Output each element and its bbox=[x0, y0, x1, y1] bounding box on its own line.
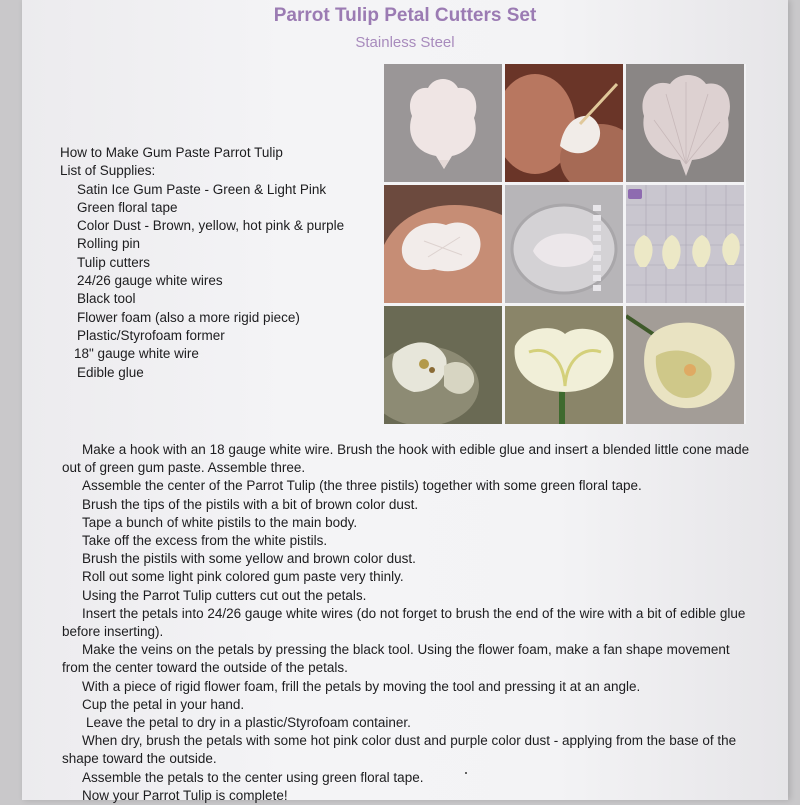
photo-petal-cutout bbox=[384, 64, 502, 182]
photo-petals-on-mat bbox=[626, 185, 744, 303]
instruction-sheet bbox=[22, 0, 788, 803]
step-text: Roll out some light pink colored gum paste very thinly. bbox=[82, 569, 404, 585]
supplies-section bbox=[60, 144, 390, 382]
supply-item: Rolling pin bbox=[77, 236, 141, 252]
step-text: Insert the petals into 24/26 gauge white wires (do not forget to brush the end of the wire with a bit of edible glue before inserting). bbox=[62, 605, 746, 640]
step-text: Assemble the petals to the center using green floral tape. bbox=[82, 769, 424, 785]
supply-item: Tulip cutters bbox=[77, 254, 151, 270]
step-text: Tape a bunch of white pistils to the main body. bbox=[82, 514, 358, 530]
supply-item: Plastic/Styrofoam former bbox=[77, 327, 225, 343]
step-text: Assemble the center of the Parrot Tulip (the three pistils) together with some green floral tape. bbox=[82, 478, 642, 494]
step-text: When dry, brush the petals with some hot pink color dust and purple color dust - applying from the base of the shape toward the outside. bbox=[62, 733, 737, 767]
photo-grid bbox=[384, 64, 746, 424]
supply-item: 18" gauge white wire bbox=[74, 346, 199, 362]
step-text: Make a hook with an 18 gauge white wire. Brush the hook with edible glue and insert a blended little cone made out of green gum paste. Assemble three. bbox=[62, 442, 750, 476]
photo-tulip-dusted bbox=[626, 306, 744, 424]
page-subtitle: Stainless Steel bbox=[355, 34, 455, 51]
step-text: Leave the petal to dry in a plastic/Styrofoam container. bbox=[86, 715, 411, 731]
step-text: Brush the pistils with some yellow and brown color dust. bbox=[82, 551, 416, 567]
supply-item: Color Dust - Brown, yellow, hot pink & purple bbox=[77, 218, 345, 234]
supplies-heading: How to Make Gum Paste Parrot Tulip bbox=[60, 145, 283, 160]
supply-item: Black tool bbox=[77, 291, 136, 307]
step-text: Brush the tips of the pistils with a bit of brown color dust. bbox=[82, 496, 419, 512]
step-text: With a piece of rigid flower foam, frill the petals by moving the tool and pressing it at an angle. bbox=[82, 678, 641, 694]
photo-petal-in-hand bbox=[384, 185, 502, 303]
supplies-list-title: List of Supplies: bbox=[60, 163, 156, 179]
photo-flower-center bbox=[384, 306, 502, 424]
photo-veined-petal bbox=[626, 64, 744, 182]
supply-item: 24/26 gauge white wires bbox=[77, 273, 223, 289]
instructions-section bbox=[62, 441, 752, 805]
step-text: Using the Parrot Tulip cutters cut out the petals. bbox=[82, 587, 367, 603]
step-text: Take off the excess from the white pistils. bbox=[82, 533, 328, 549]
stray-dot bbox=[465, 772, 467, 774]
page-title: Parrot Tulip Petal Cutters Set bbox=[273, 5, 537, 26]
supply-item: Edible glue bbox=[77, 364, 144, 380]
photo-white-tulip bbox=[505, 306, 623, 424]
step-text: Cup the petal in your hand. bbox=[82, 696, 245, 712]
photo-petal-in-former bbox=[505, 185, 623, 303]
step-text: Make the veins on the petals by pressing the black tool. Using the flower foam, make a fan shape movement from the center toward the outside of the petals. bbox=[62, 642, 730, 676]
step-text: Now your Parrot Tulip is complete! bbox=[82, 787, 288, 803]
photo-petal-on-stick bbox=[505, 64, 623, 182]
supply-item: Satin Ice Gum Paste - Green & Light Pink bbox=[77, 181, 327, 197]
supply-item: Green floral tape bbox=[77, 199, 178, 215]
supply-item: Flower foam (also a more rigid piece) bbox=[77, 309, 300, 325]
